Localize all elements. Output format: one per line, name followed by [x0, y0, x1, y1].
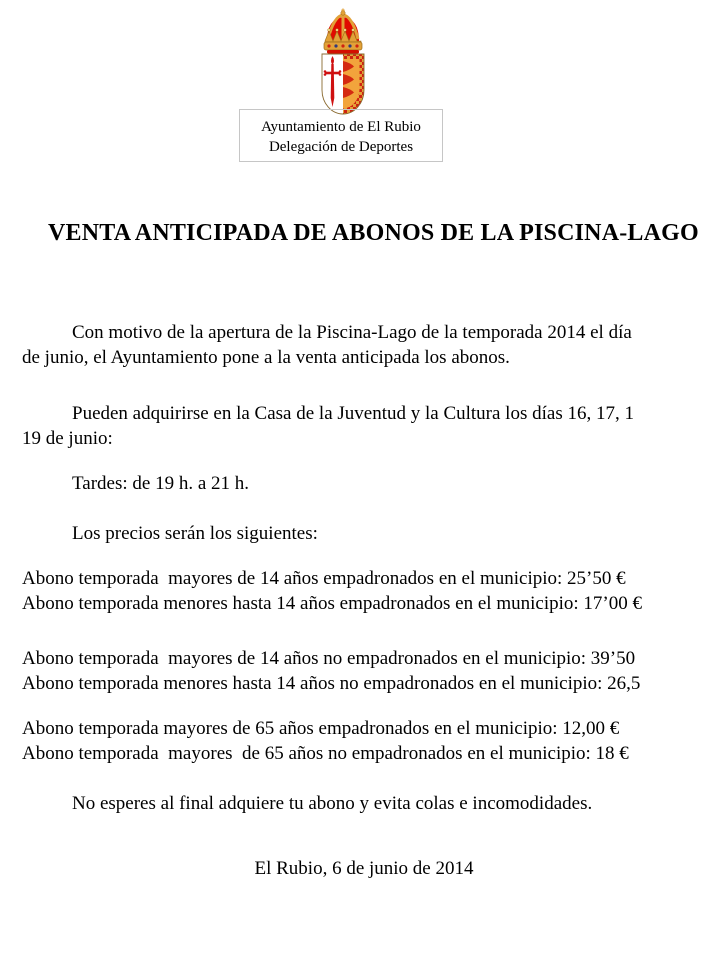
document-title: VENTA ANTICIPADA DE ABONOS DE LA PISCINA-LAGO: [48, 220, 699, 246]
price-line: Abono temporada mayores de 65 años no empadronados en el municipio: 18 €: [22, 743, 629, 764]
price-line: Abono temporada mayores de 14 años empadronados en el municipio: 25’50 €: [22, 568, 626, 589]
price-line: Abono temporada mayores de 14 años no empadronados en el municipio: 39’50: [22, 648, 636, 669]
paragraph2-line2: 19 de junio:: [22, 428, 113, 449]
paragraph1-line1: Con motivo de la apertura de la Piscina-Lago de la temporada 2014 el día: [72, 322, 632, 343]
dateline: El Rubio, 6 de junio de 2014: [254, 858, 474, 879]
paragraph1-line2: de junio, el Ayuntamiento pone a la venta anticipada los abonos.: [22, 347, 510, 368]
org-department: Delegación de Deportes: [268, 139, 414, 155]
price-line: Abono temporada menores hasta 14 años empadronados en el municipio: 17’00 €: [22, 593, 642, 614]
org-header-box: [239, 109, 443, 162]
prices-intro-line: Los precios serán los siguientes:: [72, 523, 318, 544]
org-name: Ayuntamiento de El Rubio: [261, 119, 421, 135]
price-line: Abono temporada mayores de 65 años empadronados en el municipio: 12,00 €: [22, 718, 620, 739]
price-line: Abono temporada menores hasta 14 años no empadronados en el municipio: 26,5: [22, 673, 641, 694]
el-rubio-coat-of-arms-icon: [314, 8, 372, 115]
paragraph2-line1: Pueden adquirirse en la Casa de la Juventud y la Cultura los días 16, 17, 1: [72, 403, 634, 424]
closing-line: No esperes al final adquiere tu abono y evita colas e incomodidades.: [72, 793, 593, 814]
schedule-line: Tardes: de 19 h. a 21 h.: [72, 473, 250, 494]
